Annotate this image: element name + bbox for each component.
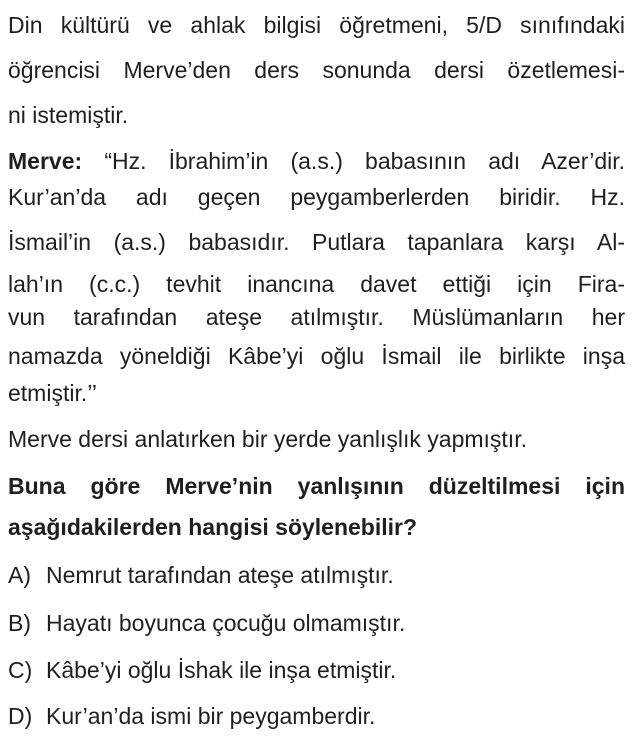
option-letter: D) — [8, 703, 33, 729]
quote-line: namazda yöneldiği Kâbe’yi oğlu İsmail ile birlikte inşa — [8, 343, 625, 369]
option-a[interactable] — [8, 560, 394, 590]
quote-line: “Hz. İbrahim’in (a.s.) babasının adı Azer’dir. — [104, 148, 626, 174]
option-letter: C) — [8, 657, 33, 683]
quote-line: Kur’an’da adı geçen peygamberlerden biridir. Hz. — [8, 184, 625, 210]
question-line: Buna göre Merve’nin yanlışının düzeltilmesi için — [8, 473, 625, 499]
statement-text: Merve dersi anlatırken bir yerde yanlışlık yapmıştır. — [8, 426, 527, 452]
speaker-name: Merve: — [8, 148, 83, 174]
quote-line: etmiştir.’’ — [8, 380, 98, 406]
question-line: aşağıdakilerden hangisi söylenebilir? — [8, 514, 418, 540]
option-letter: B) — [8, 610, 31, 636]
option-text: Hayatı boyunca çocuğu olmamıştır. — [46, 610, 406, 636]
intro-line: öğrencisi Merve’den ders sonunda dersi özetlemesi- — [8, 57, 625, 83]
option-text: Kâbe’yi oğlu İshak ile inşa etmiştir. — [46, 657, 397, 683]
option-text: Nemrut tarafından ateşe atılmıştır. — [46, 562, 394, 588]
option-b[interactable] — [8, 608, 405, 638]
quote-line: lah’ın (c.c.) tevhit inancına davet ettiği için Fira- — [8, 271, 625, 297]
quote-line: İsmail’in (a.s.) babasıdır. Putlara tapanlara karşı Al- — [8, 229, 625, 255]
intro-line: Din kültürü ve ahlak bilgisi öğretmeni, 5/D sınıfındaki — [8, 12, 625, 38]
quote-line: vun tarafından ateşe atılmıştır. Müslümanların her — [8, 304, 625, 330]
quote-first-line — [8, 146, 625, 176]
intro-line: ni istemiştir. — [8, 102, 129, 128]
option-letter: A) — [8, 562, 31, 588]
option-text: Kur’an’da ismi bir peygamberdir. — [46, 703, 376, 729]
option-c[interactable] — [8, 655, 396, 685]
option-d[interactable] — [8, 701, 375, 731]
